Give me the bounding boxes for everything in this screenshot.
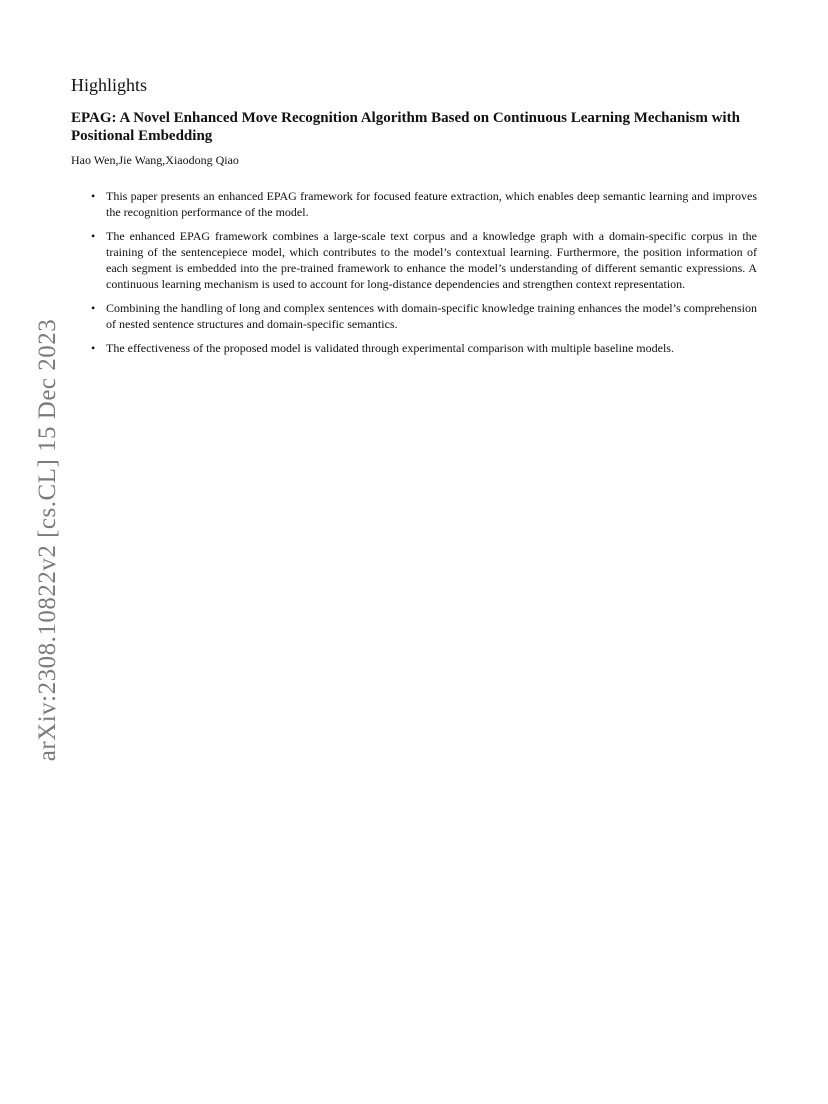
bullet-icon: • bbox=[91, 301, 96, 315]
highlight-item bbox=[91, 188, 757, 220]
highlight-item bbox=[91, 340, 757, 356]
section-heading: Highlights bbox=[71, 75, 148, 95]
bullet-icon: • bbox=[91, 189, 96, 203]
bullet-icon: • bbox=[91, 229, 96, 243]
highlights-list bbox=[71, 188, 757, 356]
arxiv-identifier: arXiv:2308.10822v2 [cs.CL] 15 Dec 2023 bbox=[34, 318, 61, 762]
highlight-text: Combining the handling of long and complex sentences with domain-specific knowledge training enhances the model’s comprehension of nested sentence structures and domain-specific semantics. bbox=[106, 301, 757, 331]
highlight-text: This paper presents an enhanced EPAG framework for focused feature extraction, which enables deep semantic learning and improves the recognition performance of the model. bbox=[106, 189, 757, 219]
highlight-item bbox=[91, 300, 757, 332]
highlights-section bbox=[71, 74, 757, 364]
paper-title: EPAG: A Novel Enhanced Move Recognition Algorithm Based on Continuous Learning Mechanism with Positional Embedding bbox=[71, 110, 740, 144]
highlight-text: The effectiveness of the proposed model is validated through experimental comparison with multiple baseline models. bbox=[106, 341, 674, 355]
highlight-text: The enhanced EPAG framework combines a large-scale text corpus and a knowledge graph with a domain-specific corpus in the training of the sentencepiece model, which contributes to the model’s contextual learning. Furthermore, the position information of each segment is embedded into the pre-trained framework to enhance the model’s understanding of different semantic expressions. A continuous learning mechanism is used to account for long-distance dependencies and strengthen context representation. bbox=[106, 229, 757, 291]
bullet-icon: • bbox=[91, 341, 96, 355]
author-list: Hao Wen,Jie Wang,Xiaodong Qiao bbox=[71, 153, 239, 167]
highlight-item bbox=[91, 228, 757, 292]
